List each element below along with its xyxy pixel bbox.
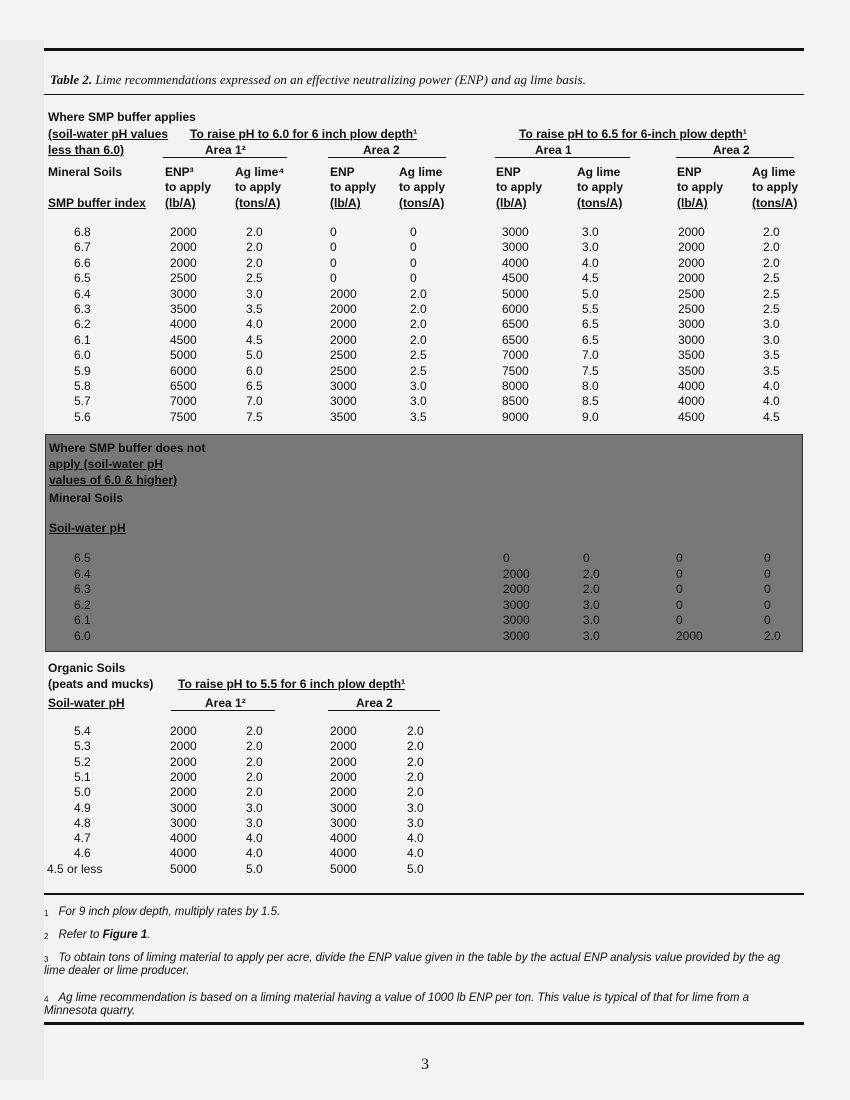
table-cell: 3.0 [246,800,263,815]
table-cell: 3000 [503,597,530,612]
table-cell: 3000 [330,379,357,393]
table-cell: 4500 [170,332,197,347]
table-cell: 3.0 [246,286,263,301]
smp-buffer-index-label: SMP buffer index [48,196,146,210]
table-cell: 2.0 [410,302,427,316]
soil-water-ph-label: Soil-water pH [49,521,126,535]
row-ph-value: 6.4 [74,566,91,581]
group-ph-5-5: To raise pH to 5.5 for 6 inch plow depth¹ [178,677,406,691]
table-cell: 2.0 [763,240,780,255]
row-ph-value: 6.5 [74,271,91,286]
table-cell: 2000 [678,271,705,286]
table-cell: 0 [676,613,683,628]
column-header: ENP [677,165,702,179]
row-ph-value: 6.2 [74,317,91,332]
column-header: to apply [399,180,446,194]
caption-rule [44,94,804,95]
mineral-soils-label: Mineral Soils [48,165,123,179]
row-ph-value: 4.9 [74,800,91,815]
column-header: to apply [165,180,212,194]
table-cell: 5.0 [582,286,599,301]
column-header: (tons/A) [752,196,798,210]
table-cell: 6500 [502,332,529,347]
table-cell: 3.0 [583,613,600,628]
table-cell: 2000 [170,785,197,800]
table-cell: 7.5 [246,409,263,424]
table-cell: 2.5 [763,286,780,301]
row-ph-value: 5.7 [74,394,91,409]
table-cell: 4000 [678,379,705,393]
table-cell: 3.0 [763,332,780,347]
table-cell: 0 [410,240,417,255]
table-cell: 8500 [502,394,529,409]
footnote-mark: 3 [44,955,49,964]
footnote-text: . [147,929,151,941]
no-smp-heading-line2: apply (soil-water pH [49,457,164,471]
table-cell: 4000 [170,317,197,332]
area-underline [495,157,630,158]
table-cell: 2000 [170,739,197,754]
table-cell: 2000 [330,332,357,347]
table-cell: 8.5 [582,394,599,409]
table-cell: 2000 [170,724,197,738]
group-ph-6-5: To raise pH to 6.5 for 6-inch plow depth¹ [519,127,747,141]
table-cell: 5.5 [582,302,599,316]
table-cell: 6.0 [246,363,263,378]
table-cell: 3.5 [246,302,263,316]
column-header: (tons/A) [235,196,281,210]
table-cell: 7.0 [246,394,263,409]
row-ph-value: 6.1 [74,332,91,347]
table-cell: 2000 [330,317,357,332]
table-cell: 2.0 [246,240,263,255]
table-cell: 2500 [678,302,705,316]
row-ph-value: 5.6 [74,409,91,424]
table-cell: 2000 [678,225,705,239]
smp-heading-line1: Where SMP buffer applies [48,110,196,124]
footnote-emphasis: Figure 1 [102,929,148,941]
table-cell: 5000 [502,286,529,301]
table-cell: 7.5 [582,363,599,378]
table-cell: 3.0 [410,394,427,409]
table-cell: 2000 [678,240,705,255]
organic-heading-line2: (peats and mucks) [48,677,154,691]
table-cell: 6000 [502,302,529,316]
table-cell: 3000 [503,629,530,643]
table-cell: 2000 [330,739,357,754]
area-underline [163,157,287,158]
footnote-text: To obtain tons of liming material to apply per acre, divide the ENP value given in the table by the actual ENP analysis value provided by the ag lime dealer or lime producer. [44,952,781,977]
mineral-soils-label: Mineral Soils [49,491,124,505]
column-header: Ag lime [752,165,796,179]
table-cell: 5000 [330,861,357,876]
table-cell: 2.0 [583,582,600,597]
table-cell: 2.0 [410,286,427,301]
footnote [44,906,804,919]
table-cell: 2000 [330,286,357,301]
table-cell: 0 [676,582,683,597]
table-cell: 2000 [330,769,357,784]
table-cell: 2000 [170,754,197,769]
table-cell: 7500 [502,363,529,378]
row-ph-value: 6.2 [74,597,91,612]
table-cell: 6500 [502,317,529,332]
row-ph-value: 6.0 [74,348,91,363]
column-header: to apply [752,180,799,194]
table-cell: 4.0 [763,394,780,409]
table-cell: 3000 [678,317,705,332]
table-cell: 2000 [330,785,357,800]
table-cell: 3.0 [763,317,780,332]
table-cell: 3.5 [763,363,780,378]
row-ph-value: 4.7 [74,831,91,846]
area-underline [328,157,446,158]
column-header: ENP³ [165,165,194,179]
table-cell: 2.0 [407,739,424,754]
page-number: 3 [421,1056,429,1073]
table-cell: 2.0 [410,317,427,332]
table-cell: 7500 [170,409,197,424]
table-cell: 3000 [170,800,197,815]
table-cell: 3500 [678,348,705,363]
smp-heading-line2: (soil-water pH values [48,127,169,141]
table-cell: 0 [676,551,683,565]
table-cell: 2000 [503,582,530,597]
table-cell: 2000 [330,754,357,769]
table-cell: 7000 [502,348,529,363]
table-cell: 4.5 [763,409,780,424]
row-ph-value: 4.5 or less [47,861,103,876]
table-cell: 2.5 [410,363,427,378]
row-ph-value: 6.6 [74,255,91,270]
table-cell: 2.0 [246,255,263,270]
table-cell: 0 [764,551,771,565]
table-cell: 6000 [170,363,197,378]
table-cell: 0 [676,566,683,581]
table-cell: 2500 [678,286,705,301]
table-cell: 2000 [330,724,357,738]
table-cell: 2000 [170,240,197,255]
area-underline [676,157,794,158]
table-cell: 5000 [170,348,197,363]
table-cell: 4000 [330,846,357,861]
group-ph-6-0: To raise pH to 6.0 for 6 inch plow depth¹ [190,127,418,141]
table-cell: 0 [330,225,337,239]
scan-edge [0,40,44,1080]
row-ph-value: 6.0 [74,629,91,643]
table-cell: 4000 [170,831,197,846]
table-cell: 2000 [676,629,703,643]
table-cell: 0 [330,255,337,270]
row-ph-value: 6.7 [74,240,91,255]
table-cell: 5.0 [407,861,424,876]
table-cell: 4.0 [246,846,263,861]
row-ph-value: 4.8 [74,815,91,830]
organic-heading-line1: Organic Soils [48,661,126,675]
table-cell: 4.0 [246,317,263,332]
table-cell: 4.0 [246,831,263,846]
row-ph-value: 5.1 [74,769,91,784]
table-cell: 3.0 [410,379,427,393]
soil-water-ph-label: Soil-water pH [48,696,125,710]
footnote-mark: 4 [44,995,49,1004]
table-cell: 2.0 [246,785,263,800]
table-cell: 2000 [170,769,197,784]
table-cell: 3.0 [582,240,599,255]
table-cell: 3000 [502,240,529,255]
area-label: Area 1² [205,696,246,710]
footnote-text: Refer to [58,929,103,941]
row-ph-value: 6.8 [74,225,91,239]
table-cell: 2000 [170,255,197,270]
row-ph-value: 5.2 [74,754,91,769]
column-header: (lb/A) [330,196,361,210]
table-cell: 0 [410,271,417,286]
table-cell: 2.0 [407,785,424,800]
area-label: Area 2 [356,696,393,710]
column-header: Ag lime [399,165,443,179]
table-cell: 2.0 [246,724,263,738]
table-cell: 4.0 [407,831,424,846]
column-header: to apply [235,180,282,194]
smp-heading-line3: less than 6.0) [48,143,125,157]
column-header: ENP [330,165,355,179]
row-ph-value: 6.1 [74,613,91,628]
table-cell: 2.0 [407,754,424,769]
table-cell: 3500 [330,409,357,424]
footnote-mark: 2 [44,932,49,941]
table-cell: 3500 [170,302,197,316]
bottom-rule [44,1022,804,1025]
table-cell: 8000 [502,379,529,393]
table-cell: 0 [764,613,771,628]
table-cell: 2.0 [246,769,263,784]
table-cell: 3000 [330,800,357,815]
table-cell: 3000 [330,394,357,409]
footnote-text: Ag lime recommendation is based on a liming material having a value of 1000 lb ENP per ton. This value is typical of that for lime from a Minnesota quarry. [44,992,750,1017]
column-header: (lb/A) [165,196,196,210]
table-cell: 5.0 [246,861,263,876]
row-ph-value: 5.4 [74,724,91,738]
row-ph-value: 6.3 [74,582,91,597]
table-cell: 4000 [502,255,529,270]
no-smp-heading-line1: Where SMP buffer does not [49,441,206,455]
column-header: to apply [577,180,624,194]
table-cell: 0 [583,551,590,565]
table-cell: 2.0 [407,769,424,784]
table-cell: 2.5 [763,302,780,316]
footnote-rule [44,893,804,895]
table-cell: 8.0 [582,379,599,393]
table-caption: Table 2. Lime recommendations expressed on an effective neutralizing power (ENP) and ag lime basis. [50,72,586,87]
table-cell: 6.5 [246,379,263,393]
row-ph-value: 5.8 [74,379,91,393]
table-cell: 9.0 [582,409,599,424]
table-cell: 2.0 [410,332,427,347]
table-cell: 2500 [170,271,197,286]
table-cell: 2.5 [410,348,427,363]
table-cell: 0 [330,240,337,255]
table-cell: 3000 [170,815,197,830]
table-cell: 0 [503,551,510,565]
row-ph-value: 5.9 [74,363,91,378]
footnote-text: For 9 inch plow depth, multiply rates by 1.5. [58,906,281,918]
table-cell: 7.0 [582,348,599,363]
table-cell: 2500 [330,348,357,363]
table-cell: 2.0 [407,724,424,738]
table-cell: 3.0 [407,815,424,830]
area-label: Area 1² [205,143,246,157]
table-cell: 2500 [330,363,357,378]
table-cell: 2.0 [246,754,263,769]
table-cell: 9000 [502,409,529,424]
column-header: Ag lime⁴ [235,165,285,179]
area-label: Area 1 [535,143,572,157]
table-cell: 4500 [502,271,529,286]
column-header: (lb/A) [496,196,527,210]
top-rule [44,48,804,51]
table-cell: 3000 [330,815,357,830]
table-cell: 2.5 [246,271,263,286]
table-cell: 3.0 [583,629,600,643]
footnote [44,952,804,978]
table-cell: 0 [410,255,417,270]
table-cell: 4.5 [582,271,599,286]
table-cell: 0 [676,597,683,612]
table-cell: 6.5 [582,317,599,332]
row-ph-value: 6.3 [74,302,91,316]
table-cell: 2.5 [763,271,780,286]
table-cell: 4.0 [763,379,780,393]
column-header: (lb/A) [677,196,708,210]
table-cell: 0 [410,225,417,239]
table-cell: 4.0 [582,255,599,270]
area-label: Area 2 [363,143,400,157]
row-ph-value: 5.3 [74,739,91,754]
row-ph-value: 6.5 [74,551,91,565]
table-cell: 2000 [678,255,705,270]
column-header: ENP [496,165,521,179]
table-cell: 3000 [678,332,705,347]
table-cell: 4000 [330,831,357,846]
table-cell: 2.0 [246,739,263,754]
row-ph-value: 5.0 [74,785,91,800]
table-cell: 2000 [503,566,530,581]
table-cell: 0 [764,582,771,597]
column-header: to apply [496,180,543,194]
footnote [44,992,804,1018]
table-cell: 4000 [678,394,705,409]
table-cell: 2000 [330,302,357,316]
no-smp-section [45,434,803,652]
table-cell: 6.5 [582,332,599,347]
table-cell: 3.0 [246,815,263,830]
table-cell: 3.5 [410,409,427,424]
footnote [44,929,804,942]
table-cell: 0 [330,271,337,286]
table-cell: 3.0 [407,800,424,815]
table-cell: 2000 [170,225,197,239]
table-cell: 5.0 [246,348,263,363]
table-cell: 0 [764,597,771,612]
column-header: (tons/A) [577,196,623,210]
no-smp-heading-line3: values of 6.0 & higher) [49,473,178,487]
table-cell: 2.0 [583,566,600,581]
table-cell: 3.5 [763,348,780,363]
column-header: (tons/A) [399,196,445,210]
table-cell: 3.0 [583,597,600,612]
table-cell: 2.0 [763,255,780,270]
table-cell: 5000 [170,861,197,876]
table-cell: 3000 [502,225,529,239]
column-header: Ag lime [577,165,621,179]
row-ph-value: 4.6 [74,846,91,861]
table-cell: 4000 [170,846,197,861]
area-label: Area 2 [713,143,750,157]
table-cell: 3000 [170,286,197,301]
table-cell: 3500 [678,363,705,378]
table-cell: 3000 [503,613,530,628]
row-ph-value: 6.4 [74,286,91,301]
table-cell: 7000 [170,394,197,409]
table-cell: 2.0 [246,225,263,239]
column-header: to apply [677,180,724,194]
area-underline [171,710,275,711]
table-cell: 6500 [170,379,197,393]
table-cell: 0 [764,566,771,581]
table-cell: 2.0 [764,629,781,643]
area-underline [328,710,440,711]
table-cell: 4.0 [407,846,424,861]
table-cell: 3.0 [582,225,599,239]
table-cell: 2.0 [763,225,780,239]
table-cell: 4.5 [246,332,263,347]
column-header: to apply [330,180,377,194]
footnote-mark: 1 [44,909,49,918]
table-cell: 4500 [678,409,705,424]
